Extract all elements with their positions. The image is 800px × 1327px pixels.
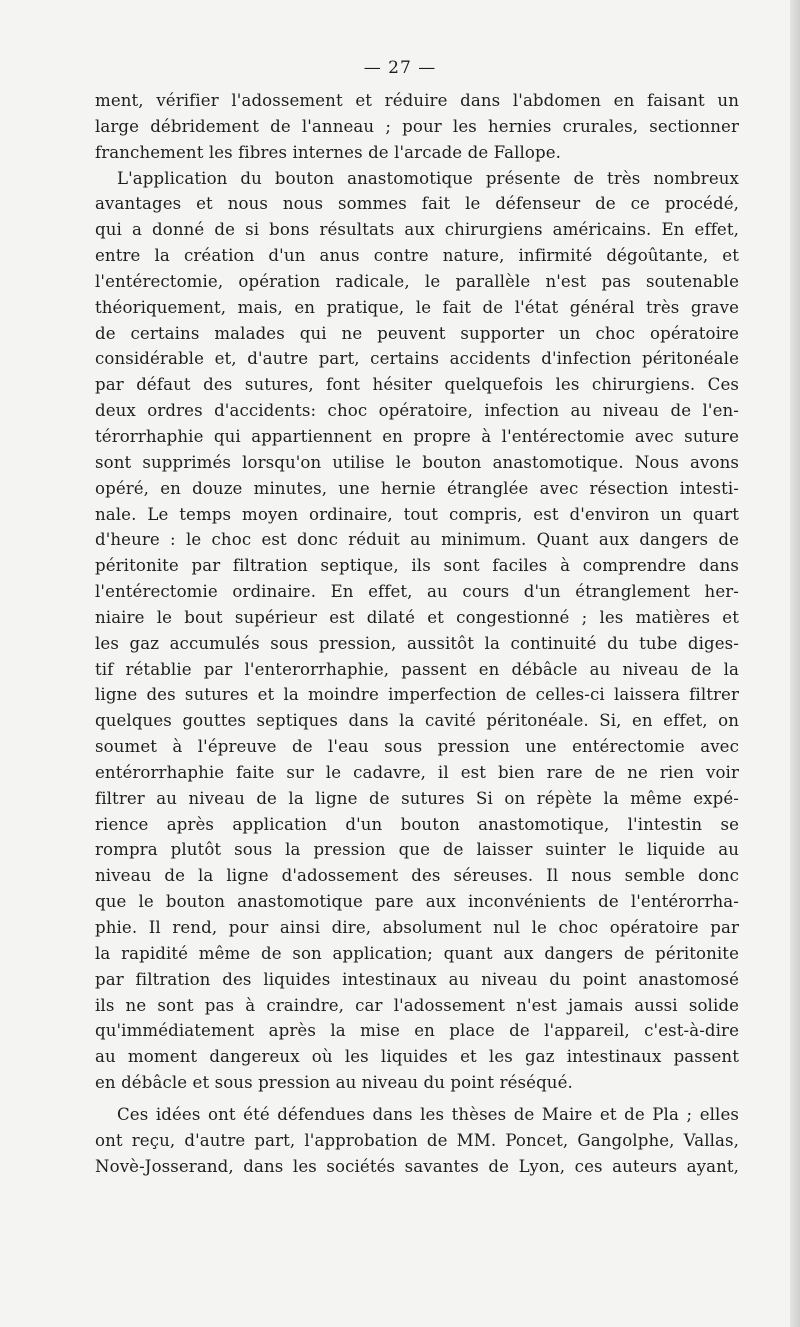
text-line: nale. Le temps moyen ordinaire, tout compris, est d'environ un quart bbox=[95, 504, 739, 524]
text-line: par filtration des liquides intestinaux au niveau du point anastomosé bbox=[95, 969, 739, 989]
text-line: opéré, en douze minutes, une hernie étranglée avec résection intesti- bbox=[95, 478, 739, 498]
text-line: ils ne sont pas à craindre, car l'adossement n'est jamais aussi solide bbox=[95, 995, 739, 1015]
text-line: entérorrhaphie faite sur le cadavre, il est bien rare de ne rien voir bbox=[95, 762, 739, 782]
text-line: phie. Il rend, pour ainsi dire, absolument nul le choc opératoire par bbox=[95, 918, 739, 937]
text-line: large débridement de l'anneau ; pour les hernies crurales, sectionner bbox=[95, 116, 739, 136]
body-text bbox=[95, 88, 739, 1179]
text-line: avantages et nous nous sommes fait le défenseur de ce procédé, bbox=[95, 194, 739, 214]
text-line: d'heure : le choc est donc réduit au minimum. Quant aux dangers de bbox=[95, 530, 739, 550]
text-line: en débâcle et sous pression au niveau du point réséqué. bbox=[95, 1073, 573, 1093]
text-line: au moment dangereux où les liquides et les gaz intestinaux passent bbox=[95, 1047, 739, 1067]
text-line: ment, vérifier l'adossement et réduire dans l'abdomen en faisant un bbox=[95, 91, 739, 110]
text-line: niaire le bout supérieur est dilaté et congestionné ; les matières et bbox=[95, 607, 739, 627]
text-line: deux ordres d'accidents: choc opératoire, infection au niveau de l'en- bbox=[95, 401, 739, 421]
text-line: rience après application d'un bouton anastomotique, l'intestin se bbox=[95, 814, 739, 834]
text-line: les gaz accumulés sous pression, aussitôt la continuité du tube diges- bbox=[95, 633, 739, 653]
text-line: ligne des sutures et la moindre imperfection de celles-ci laissera filtrer bbox=[95, 685, 739, 705]
text-line: quelques gouttes septiques dans la cavité péritonéale. Si, en effet, on bbox=[95, 711, 739, 731]
text-line: tif rétablie par l'enterorrhaphie, passent en débâcle au niveau de la bbox=[95, 659, 739, 679]
text-line: qui a donné de si bons résultats aux chirurgiens américains. En effet, bbox=[95, 220, 739, 240]
text-line: entre la création d'un anus contre nature, infirmité dégoûtante, et bbox=[95, 246, 739, 266]
text-line: franchement les fibres internes de l'arcade de Fallope. bbox=[95, 142, 562, 162]
text-line: que le bouton anastomotique pare aux inconvénients de l'entérorrha- bbox=[95, 892, 739, 912]
text-line: théoriquement, mais, en pratique, le fait de l'état général très grave bbox=[95, 297, 739, 317]
text-line: Novè-Josserand, dans les sociétés savantes de Lyon, ces auteurs ayant, bbox=[95, 1156, 739, 1176]
text-line: ont reçu, d'autre part, l'approbation de MM. Poncet, Gangolphe, Vallas, bbox=[95, 1130, 739, 1150]
text-line: qu'immédiatement après la mise en place de l'appareil, c'est-à-dire bbox=[95, 1021, 739, 1041]
text-line: Ces idées ont été défendues dans les thèses de Maire et de Pla ; elles bbox=[117, 1104, 739, 1124]
text-line: rompra plutôt sous la pression que de laisser suinter le liquide au bbox=[95, 840, 739, 860]
text-line: de certains malades qui ne peuvent supporter un choc opératoire bbox=[95, 323, 739, 343]
text-line: l'entérectomie, opération radicale, le parallèle n'est pas soutenable bbox=[95, 271, 739, 291]
text-line: soumet à l'épreuve de l'eau sous pression une entérectomie avec bbox=[95, 737, 739, 757]
text-line: considérable et, d'autre part, certains accidents d'infection péritonéale bbox=[95, 349, 739, 369]
text-line: la rapidité même de son application; quant aux dangers de péritonite bbox=[95, 943, 739, 963]
page-number: — 27 — bbox=[363, 58, 437, 78]
text-line: péritonite par filtration septique, ils sont faciles à comprendre dans bbox=[95, 556, 739, 576]
text-line: sont supprimés lorsqu'on utilise le bouton anastomotique. Nous avons bbox=[95, 452, 739, 472]
text-line: L'application du bouton anastomotique présente de très nombreux bbox=[117, 168, 739, 188]
text-line: par défaut des sutures, font hésiter quelquefois les chirurgiens. Ces bbox=[95, 375, 739, 395]
text-line: térorrhaphie qui appartiennent en propre à l'entérectomie avec suture bbox=[95, 426, 739, 446]
text-line: filtrer au niveau de la ligne de sutures Si on répète la même expé- bbox=[95, 788, 739, 808]
text-line: niveau de la ligne d'adossement des séreuses. Il nous semble donc bbox=[95, 866, 739, 886]
text-line: l'entérectomie ordinaire. En effet, au cours d'un étranglement her- bbox=[95, 582, 739, 602]
scan-edge-shadow bbox=[790, 0, 800, 1327]
